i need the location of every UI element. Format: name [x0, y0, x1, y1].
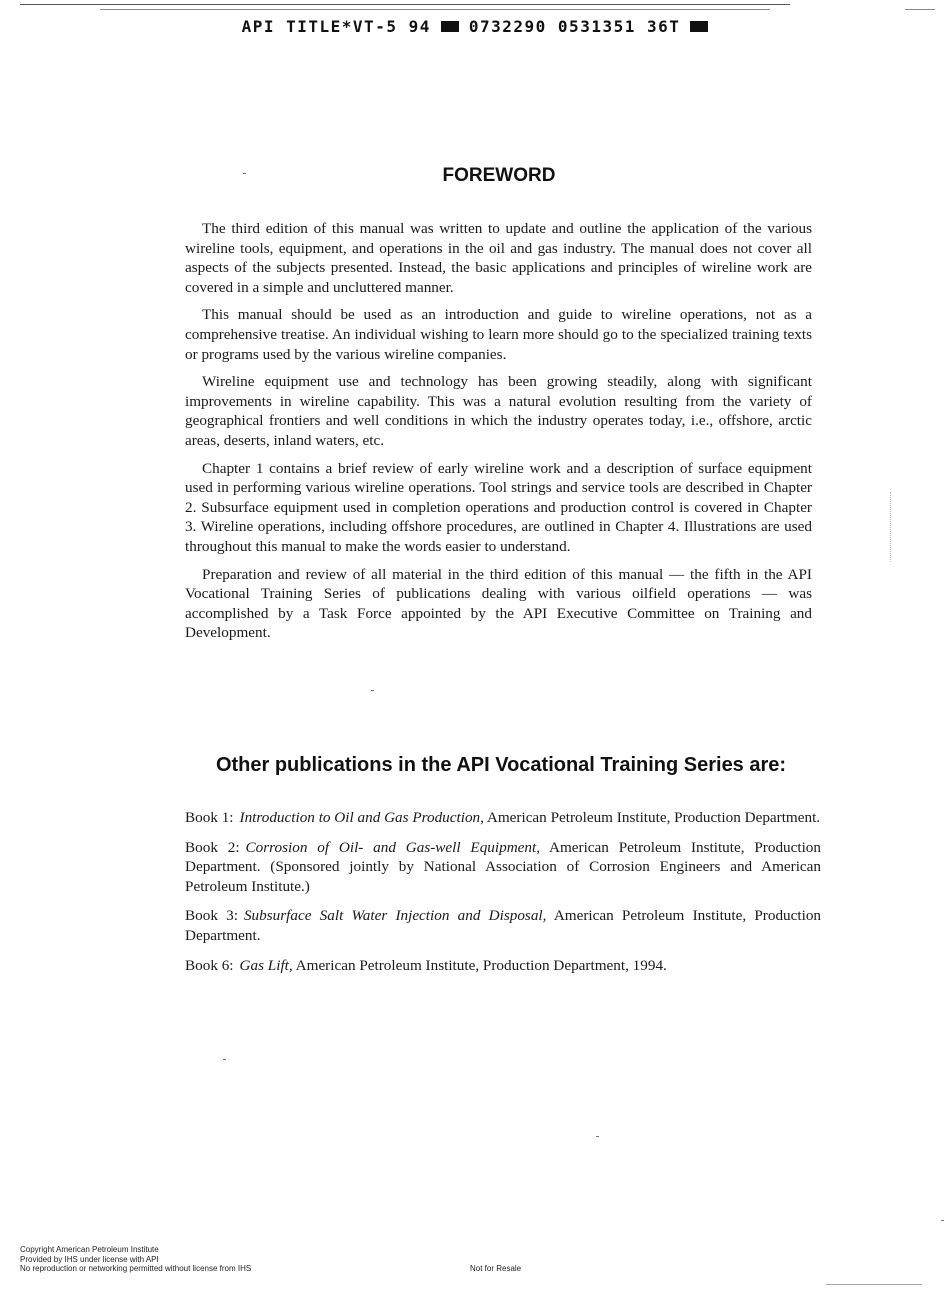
license-line: Provided by IHS under license with API: [20, 1254, 159, 1264]
top-rule-right: [905, 9, 935, 10]
foreword-paragraph: The third edition of this manual was written to update and outline the application of the various wireline tools, equipment, and operations in the oil and gas industry. The manual does not cover all aspects of the subjects presented. Instead, the basic applications and principles of wireline work are covered in a simple and uncluttered manner.: [185, 220, 812, 296]
list-item: [185, 838, 821, 897]
book-title: Introduction to Oil and Gas Production: [239, 809, 481, 826]
top-rule: [20, 4, 790, 5]
publications-title: Other publications in the API Vocational Training Series are:: [215, 754, 787, 776]
document-id-left: API TITLE*VT-5 94: [241, 17, 431, 36]
book-title: Corrosion of Oil- and Gas-well Equipment,: [245, 838, 541, 856]
foreword-paragraph: Chapter 1 contains a brief review of early wireline work and a description of surface equipment used in performing various wireline operations. Tool strings and service tools are described in Chapter 2. Subsurface equipment used in completion operations and production control is covered in Chapter 3. Wireline operations, including offshore procedures, are outlined in Chapter 4. Illustrations are used throughout this manual to make the words easier to understand.: [185, 459, 812, 555]
book-details: American Petroleum Institute, Production Department. (Sponsored jointly by National Association of Corrosion Engineers and American Petroleum Institute.): [185, 838, 821, 895]
foreword-paragraph: This manual should be used as an introduction and guide to wireline operations, not as a comprehensive treatise. An individual wishing to learn more should go to the specialized training texts or programs used by the various wireline companies.: [185, 306, 812, 363]
book-number: Book 1:: [185, 809, 234, 826]
copyright-line: Copyright American Petroleum Institute: [20, 1245, 159, 1254]
publications-list: [185, 808, 821, 985]
book-details: American Petroleum Institute, Production Department, 1994.: [292, 956, 667, 974]
book-title: Subsurface Salt Water Injection and Disposal,: [243, 907, 547, 925]
list-item: [185, 808, 821, 828]
book-title: Gas Lift,: [239, 956, 293, 974]
scan-artifact: [890, 492, 892, 562]
list-item: [185, 956, 821, 976]
not-for-resale: Not for Resale: [470, 1264, 522, 1273]
redaction-block-icon: [690, 21, 708, 32]
book-number: Book 2:: [185, 838, 240, 856]
redaction-block-icon: [441, 21, 459, 32]
book-number: Book 6:: [185, 956, 234, 974]
footer-rule: [826, 1284, 922, 1285]
foreword-title: FOREWORD: [442, 165, 556, 186]
book-number: Book 3:: [185, 907, 238, 925]
scan-speck: [371, 690, 374, 691]
foreword-body: [185, 219, 812, 651]
scan-speck: [223, 1059, 226, 1060]
scan-speck: [596, 1136, 599, 1137]
list-item: [185, 906, 821, 945]
top-rule-secondary: [100, 9, 770, 10]
foreword-paragraph: Wireline equipment use and technology has been growing steadily, along with significant improvements in wireline capability. This was a natural evolution resulting from the variety of geographical frontiers and well conditions in which the industry operates today, i.e., offshore, arctic areas, deserts, inland waters, etc.: [185, 373, 812, 449]
book-details: , American Petroleum Institute, Production Department.: [480, 809, 821, 826]
foreword-paragraph: Preparation and review of all material in the third edition of this manual — the fifth in the API Vocational Training Series of publications dealing with various oilfield operations — was accomplished by a Task Force appointed by the API Executive Committee on Training and Development.: [185, 565, 812, 642]
scan-speck: [243, 173, 246, 174]
reproduction-line: No reproduction or networking permitted without license from IHS: [20, 1264, 252, 1273]
book-details: American Petroleum Institute, Production Department.: [185, 907, 822, 944]
document-id-code: 0732290 0531351 36T: [468, 17, 681, 36]
scan-speck: [941, 1220, 944, 1221]
copyright-footer: [20, 1245, 251, 1274]
document-id-header: [0, 17, 950, 36]
